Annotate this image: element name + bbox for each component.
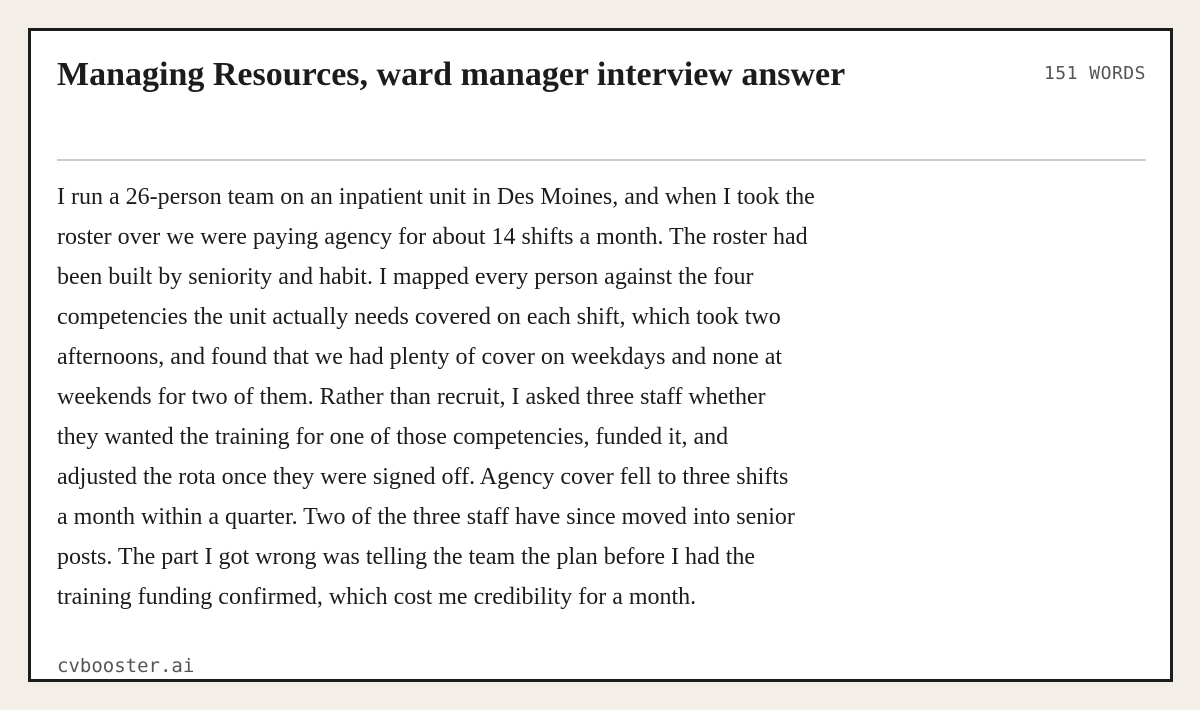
body-line: weekends for two of them. Rather than recruit, I asked three staff whether — [57, 384, 766, 410]
body-line: adjusted the rota once they were signed off. Agency cover fell to three shifts — [57, 464, 789, 490]
body-line: they wanted the training for one of those competencies, funded it, and — [57, 424, 729, 450]
body-line: training funding confirmed, which cost me credibility for a month. — [57, 584, 697, 610]
body-line: I run a 26-person team on an inpatient unit in Des Moines, and when I took the — [57, 184, 815, 210]
body-line: afternoons, and found that we had plenty of cover on weekdays and none at — [57, 344, 783, 370]
body-line: a month within a quarter. Two of the three staff have since moved into senior — [57, 504, 795, 530]
body-line: been built by seniority and habit. I mapped every person against the four — [57, 264, 754, 290]
word-count-label: 151 WORDS — [1043, 63, 1146, 84]
footer-brand: cvbooster.ai — [57, 655, 195, 677]
answer-card — [28, 28, 1173, 682]
body-line: roster over we were paying agency for about 14 shifts a month. The roster had — [57, 224, 808, 250]
divider — [57, 159, 1146, 161]
page-title: Managing Resources, ward manager interview answer — [57, 56, 846, 93]
body-line: posts. The part I got wrong was telling the team the plan before I had the — [57, 544, 756, 570]
answer-body — [57, 177, 1017, 617]
body-line: competencies the unit actually needs covered on each shift, which took two — [57, 304, 781, 330]
